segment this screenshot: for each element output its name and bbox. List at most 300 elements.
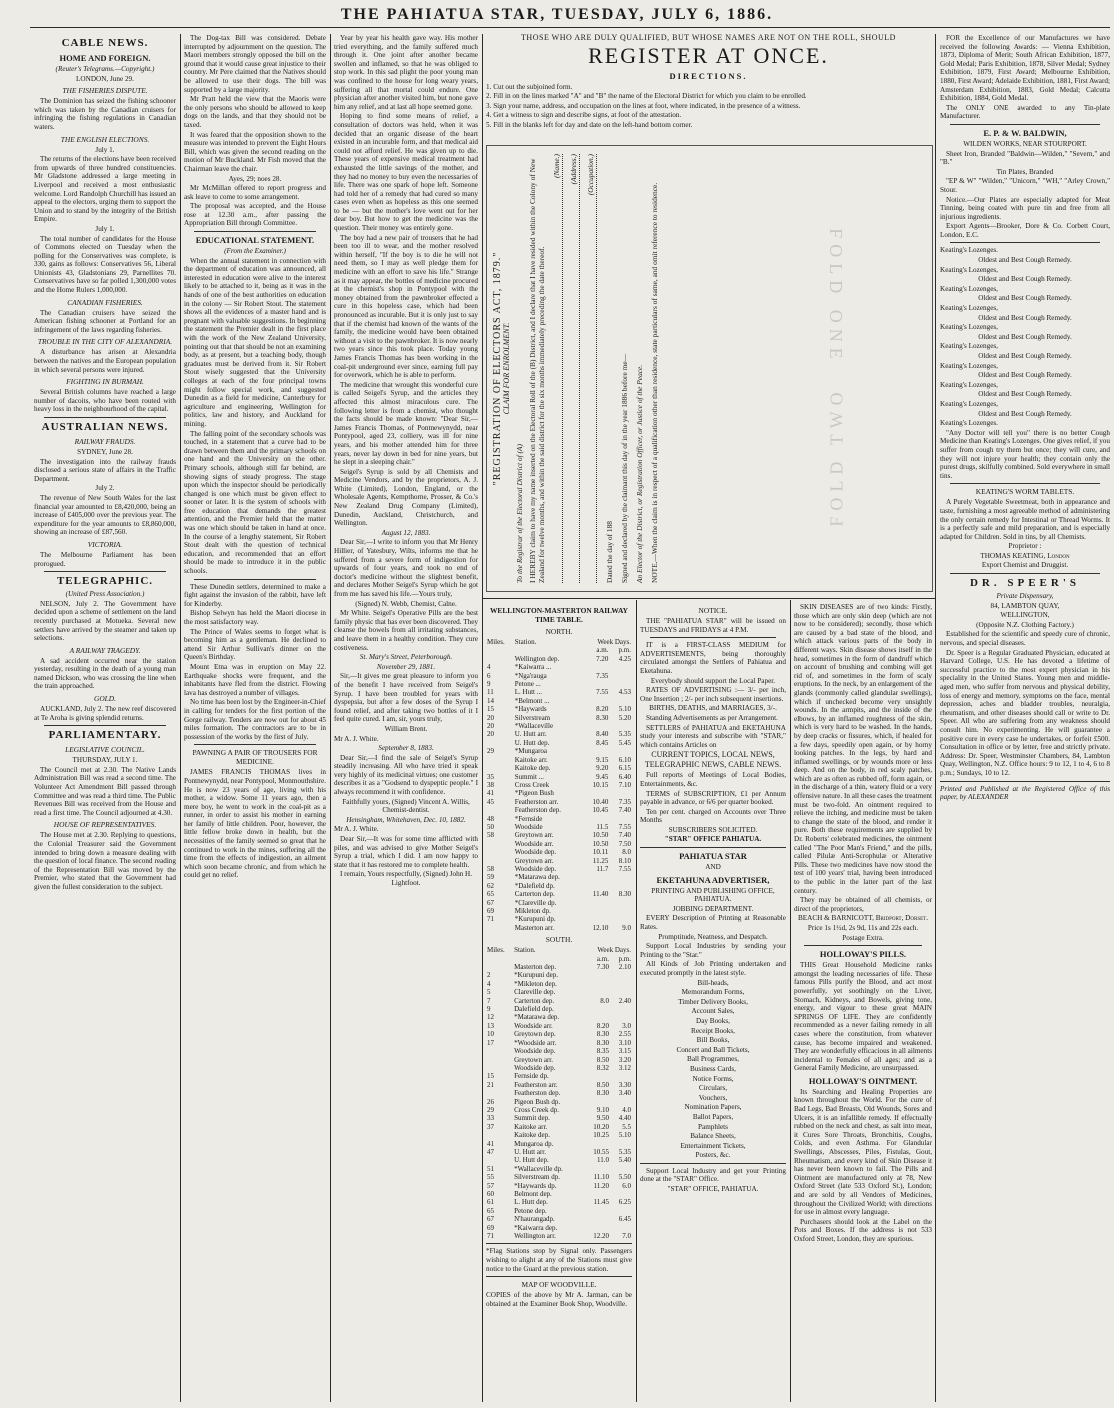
speers-dispensary: Private Dispensary, xyxy=(996,592,1054,601)
row-pm: 3.15 xyxy=(618,1047,631,1056)
row-miles xyxy=(486,848,514,856)
news-item: Mount Etna was in eruption on May 22. Earthquake shocks were frequent, and the inhabitants have fled from the district. Flowing lava has destroyed a number of villages. xyxy=(184,662,326,697)
direction-step: 3. Sign your name, address, and occupation on the lines at foot, where indicated, in the presence of a witness. xyxy=(486,101,801,110)
row-am xyxy=(583,971,610,979)
row-am: 9.10 xyxy=(596,1105,609,1114)
row-station: Belmont dep. xyxy=(514,1190,552,1198)
row-station: *Woodside arr. xyxy=(514,1038,557,1047)
print-subheading: PRINTING AND PUBLISHING OFFICE, PAHIATUA. xyxy=(651,886,775,904)
row-am xyxy=(583,1224,610,1232)
row-miles: 14 xyxy=(487,696,494,705)
row-miles: 2 xyxy=(487,971,491,980)
print-item: Receipt Books, xyxy=(691,1026,735,1035)
row-pm xyxy=(609,722,632,730)
column-rule xyxy=(790,600,791,1402)
timetable-row xyxy=(486,988,632,996)
print-item: Account Sales, xyxy=(691,1007,735,1016)
timetable-row xyxy=(486,714,632,722)
form-to: To the Registrar of the Electoral District of (A) xyxy=(515,444,524,583)
row-station: Mikleton dp. xyxy=(514,907,551,915)
timetable-row xyxy=(486,873,632,881)
row-station: Summit ... xyxy=(514,772,544,781)
row-station: Summit dep. xyxy=(514,1114,550,1123)
row-miles: 7 xyxy=(487,996,491,1005)
timetable-row xyxy=(486,1198,632,1206)
row-station: Petone ... xyxy=(514,680,541,689)
parliamentary-text: The Council met at 2.30. The Native Lands Administration Bill was read a second time. The Volunteer Act Amendment Bill passed through Committee and was read a third time. The Public Revenues Bill was received from the House and read a first time. The Council adjourned at 4.30. xyxy=(34,765,176,817)
speers-city: WELLINGTON, xyxy=(1000,611,1050,620)
row-miles: 62 xyxy=(487,881,494,890)
row-am: 10.25 xyxy=(593,1131,609,1140)
row-pm: 3.40 xyxy=(618,1089,631,1098)
row-station: Featherston arr. xyxy=(514,797,559,806)
timetable-row xyxy=(486,1165,632,1173)
holloway-ointment-text: Its Searching and Healing Properties are known throughout the World. For the cure of Bad Legs, Bad Breasts, Old Wounds, Sores and Ulcers, it is an infallible remedy. If effectually rubbed on the neck and chest, as salt into meat, it Cures Sore Throats, Bronchitis, Coughs, Colds, and even Asthma. For Glandular Swellings, Abscesses, Piles, Fistulas, Gout, Rheumatism, and every kind of Skin Disease it has never been known to fail. The Pills and Ointment are manufactured only at 78, New Oxford Street (late 533 Oxford St.), London; and are sold by all Vendors of Medicines, throughout the Civilized World; with directions for use in almost every language. xyxy=(794,1087,932,1217)
notice-terms: TERMS of SUBSCRIPTION, £1 per Annum payable in advance, or 6/6 per quarter booked. xyxy=(640,789,786,807)
row-pm xyxy=(610,1140,632,1148)
row-miles xyxy=(486,924,514,932)
row-pm xyxy=(610,971,632,979)
row-miles xyxy=(486,1064,513,1072)
print-item: Nomination Papers, xyxy=(684,1103,742,1112)
separator xyxy=(194,744,316,745)
timetable-row xyxy=(486,1056,632,1064)
letter-text: Dear Sir,—I write to inform you that Mr Henry Hillier, of Yatesbury, Wilts, informs me that he suffered from a severe form of indigestion for upwards of four years, and took no end of doctor's medicine without the slightest benefit, and declares Mother Seigel's Syrup which he got from me has saved his life.—Yours truly, xyxy=(334,538,478,598)
row-am: 11.0 xyxy=(596,1156,609,1165)
timetable-row xyxy=(486,1089,632,1097)
baldwin-notice: Notice.—Our Plates are especially adapted for Meat Tinning, being coated with pure tin and free from all injurious ingredients. xyxy=(940,195,1110,221)
row-am: 11.7 xyxy=(596,864,609,873)
white-address: Mr A. J. White. xyxy=(334,734,379,743)
row-miles: 47 xyxy=(487,1147,494,1156)
fold-two-mark: FOLD TWO xyxy=(826,386,847,527)
map-text: COPIES of the above by Mr A. Jarman, can be obtained at the Examiner Book Shop, Woodville. xyxy=(486,1291,632,1308)
timetable-row xyxy=(486,1224,632,1232)
row-pm xyxy=(610,1072,632,1080)
row-miles: 9 xyxy=(487,1005,491,1014)
timetable-row xyxy=(486,1232,632,1240)
row-am: 7.20 xyxy=(596,654,609,663)
proprietor-sub: Export Chemist and Druggist. xyxy=(981,561,1069,570)
print-item: Timber Delivery Books, xyxy=(678,997,748,1006)
row-am xyxy=(583,1165,610,1173)
timetable-row xyxy=(486,1182,632,1190)
row-am: 10.40 xyxy=(592,797,609,806)
row-am: 8.50 xyxy=(596,1055,609,1064)
row-station: Woodside dep. xyxy=(514,1047,556,1056)
timetable-row xyxy=(486,1215,632,1223)
row-miles: 20 xyxy=(487,722,494,731)
row-miles xyxy=(486,1131,513,1139)
timetable-row xyxy=(486,747,632,755)
imprint: Printed and Published at the Registered Office of this paper, by ALEXANDER xyxy=(940,784,1110,802)
baldwin-tin: Tin Plates, Branded xyxy=(996,167,1054,176)
mcmillan-text: Mr McMillan offered to report progress and ask leave to come to some arrangement. xyxy=(184,184,326,201)
legislative-council-heading: LEGISLATIVE COUNCIL. xyxy=(65,745,145,755)
white-place: St. Mary's Street, Peterborough. xyxy=(359,653,453,662)
row-am xyxy=(582,873,610,881)
alexandria-heading: TROUBLE IN THE CITY OF ALEXANDRIA. xyxy=(37,337,173,347)
row-miles: 61 xyxy=(487,1198,494,1207)
direction-step: 2. Fill in on the lines marked "A" and "B" the name of the Electoral District for which you claim to be enrolled. xyxy=(486,92,807,101)
column-seigel-syrup xyxy=(334,34,478,1402)
separator xyxy=(950,573,1100,574)
row-miles: 6 xyxy=(487,671,491,680)
row-pm: 6.10 xyxy=(618,755,631,764)
keating-line: Oldest and Best Cough Remedy. xyxy=(978,332,1072,341)
row-miles xyxy=(486,963,513,971)
row-pm: 7.10 xyxy=(618,780,631,789)
row-station: Cross Creek xyxy=(514,780,550,789)
notice-topics: CURRENT TOPICS, LOCAL NEWS, TELEGRAPHIC NEWS, CABLE NEWS. xyxy=(644,750,782,770)
row-station: Kaitoke dep. xyxy=(514,764,551,773)
timetable-row xyxy=(486,1005,632,1013)
form-dated: Dated the day of 188 xyxy=(605,521,614,583)
skin-proprietor: BEACH & BARNICOTT, Bridport, Dorset. xyxy=(797,914,929,923)
row-miles: 29 xyxy=(487,1105,494,1114)
speers-address: 84, LAMBTON QUAY, xyxy=(990,601,1060,610)
form-name-line[interactable] xyxy=(552,154,563,583)
row-am: 10.11 xyxy=(592,848,609,857)
row-am xyxy=(583,1190,610,1198)
separator xyxy=(194,579,316,580)
australian-date: July 2. xyxy=(95,484,115,493)
notice-accounts: Ten per cent. charged on Accounts over Three Months xyxy=(640,807,786,825)
keating-line: Oldest and Best Cough Remedy. xyxy=(978,294,1072,303)
story-text: The boy had a new pair of trousers that he had been too ill to wear, and the mother resolved within herself, "If the boy is to die he will not need them, so I may as well pledge them for medicine with an effort to save his life." Strange as it may appear, the bottles of medicine procured at the chemist's shop in Pontypool with the money obtained from the pawnbroker effected a cure in this hopeless case, which had been pronounced as incurable. But it is only just to say that if the chemist had known of the wants of the family, the medicine would have been obtained without a visit to the pawnbroker. It is now nearly two years since this took place. Today young James Francis Thomas has been working in the coal-pit underground ever since, earning full pay for overwork, which he is able to perform. xyxy=(334,233,478,380)
row-pm xyxy=(609,899,632,907)
print-item: Ballot Papers, xyxy=(692,1112,734,1121)
row-miles xyxy=(486,739,514,747)
row-station: Kaitoke arr. xyxy=(514,755,548,764)
timetable-row xyxy=(486,915,632,923)
timetable-row xyxy=(486,1123,632,1131)
row-pm: 4.53 xyxy=(618,688,631,697)
alexandria-text: A disturbance has arisen at Alexandria between the natives and the European population in which several persons were injured. xyxy=(34,348,176,374)
row-station: Pigeon Bush dp. xyxy=(514,1097,561,1106)
row-miles: 48 xyxy=(487,814,494,823)
column-rule xyxy=(180,34,181,1402)
separator xyxy=(44,571,166,572)
piles-signature: I remain, Yours respectfully, (Signed) John H. Lightfoot. xyxy=(339,870,473,887)
fisheries-text: The Dominion has seized the fishing schooner which was taken by the Canadian cruisers for infringing the fishing regulations in Canadian waters. xyxy=(34,97,176,131)
row-station: Greytown arr. xyxy=(514,831,554,840)
row-miles: 55 xyxy=(487,1173,494,1182)
cable-heading: CABLE NEWS. xyxy=(61,37,149,49)
division-text: Ayes, 29; noes 28. xyxy=(228,174,282,183)
separator xyxy=(950,124,1100,125)
row-pm: 8.0 xyxy=(622,848,631,857)
timetable-row xyxy=(486,1156,632,1164)
row-pm: 3.30 xyxy=(618,1080,631,1089)
timetable-row xyxy=(486,1207,632,1215)
row-am xyxy=(583,988,610,996)
row-am: 9.15 xyxy=(596,755,609,764)
south-heading: SOUTH. xyxy=(545,935,573,945)
register-title: REGISTER AT ONCE. xyxy=(588,42,829,68)
story-text: Seigel's Syrup is sold by all Chemists and Medicine Vendors, and by the proprietors, A. J. White (Limited), London, England, or the Wholesale Agents, Kempthorne, Prosser, & Co.'s New Zealand Drug Company (Limited), Dunedin, Auckland, Christchurch, and Wellington. xyxy=(334,467,478,528)
print-item: Pamphlets xyxy=(698,1122,728,1131)
white-text: Mr White. Seigel's Operative Pills are the best family physic that has ever been discovered. They cleanse the bowels from all irritating substances, and leave them in a healthy condition. They cure costiveness. xyxy=(334,609,478,652)
row-station: *Clareville dp. xyxy=(514,898,557,907)
holloway-note: Purchasers should look at the Label on the Pots and Boxes. If the address is not 533 Oxford Street, London, they are spurious. xyxy=(794,1217,932,1243)
row-pm: 5.5 xyxy=(622,1122,631,1131)
north-heading: NORTH. xyxy=(545,627,573,636)
timetable-row xyxy=(486,789,632,797)
column-rule xyxy=(330,34,331,1402)
enrolment-form xyxy=(486,145,933,592)
row-pm xyxy=(609,907,632,915)
row-station: L. Hutt ... xyxy=(514,688,542,697)
row-pm: 3.0 xyxy=(622,1021,631,1030)
piles-text: Dear Sir,—It was for some time afflicted with piles, and was advised to give Mother Seigel's Syrup a trial, which I did. I am now happy to state that it has restored me to complete health. xyxy=(334,835,478,869)
header-weekdays: Week Days. xyxy=(597,638,631,646)
timetable-row xyxy=(486,848,632,856)
australian-heading: AUSTRALIAN NEWS. xyxy=(41,421,169,433)
column-railway xyxy=(486,603,632,1402)
row-station: Wellington dep. xyxy=(514,654,560,663)
timetable-row xyxy=(486,672,632,680)
keating-line: Oldest and Best Cough Remedy. xyxy=(978,352,1072,360)
parliamentary-heading: PARLIAMENTARY. xyxy=(48,729,162,742)
print-item: Memorandum Forms, xyxy=(681,988,745,997)
timetable-ampm xyxy=(486,955,632,963)
row-station: *Kurupuni dp. xyxy=(514,915,556,924)
header-station: Station. xyxy=(514,946,536,955)
am-label: a.m. xyxy=(596,646,609,655)
column-advertisements xyxy=(940,34,1110,1402)
print-item: Day Books, xyxy=(696,1016,730,1025)
column-notice xyxy=(640,603,786,1402)
row-am xyxy=(582,722,610,730)
cable-place: LONDON, June 29. xyxy=(76,74,134,83)
form-occupation-line[interactable] xyxy=(586,154,597,583)
row-am: 10.45 xyxy=(592,806,609,815)
september-signature: Faithfully yours, (Signed) Vincent A. Willis, Chemist-dentist. xyxy=(342,797,470,815)
print-item: Posters, &c. xyxy=(695,1151,731,1160)
print-item: Entertainment Tickets, xyxy=(680,1141,746,1150)
elections-text: The returns of the elections have been received from upwards of three hundred constituencies. Mr Gladstone addressed a large meeting in Liverpool and received a most enthusiastic welcome. Lord Randolph Churchill has issued an appeal to the electors, urging them to support the Union and to stand by the integrity of the British Empire. xyxy=(34,155,176,224)
row-am xyxy=(583,1005,610,1013)
row-pm: 2.40 xyxy=(618,996,631,1005)
row-miles: 67 xyxy=(487,1215,494,1224)
row-am: 12.20 xyxy=(593,1232,609,1241)
tragedy-heading: A RAILWAY TRAGEDY. xyxy=(69,645,141,655)
speers-heading: DR. SPEER'S xyxy=(969,577,1081,590)
row-miles: 45 xyxy=(487,797,494,806)
row-pm: 7.55 xyxy=(618,864,631,873)
keating-line: Oldest and Best Cough Remedy. xyxy=(978,275,1072,284)
dogtax-text: The Dog-tax Bill was considered. Debate interrupted by adjournment on the question. The Maori members strongly opposed the bill on the ground that it would cause great injustice to their country. Mr Pere claimed that the Natives should be allowed to use their dogs. The bill was supported by a large majority. xyxy=(184,34,326,94)
timetable-row xyxy=(486,1148,632,1156)
row-pm: 4.25 xyxy=(618,654,631,663)
representatives-heading: HOUSE OF REPRESENTATIVES. xyxy=(53,820,157,830)
educational-credit: (From the Examiner.) xyxy=(224,247,286,256)
separator xyxy=(486,1243,632,1244)
timetable-row xyxy=(486,857,632,865)
row-am: 11.10 xyxy=(593,1173,609,1182)
september-text: Dear Sir,—I find the sale of Seigel's Syrup steadily increasing. All who have tried it speak very highly of its medicinal virtues; one customer describes it as a "Godsend to dyspeptic people." I always recommend it with confidence. xyxy=(334,753,478,797)
row-am: 10.15 xyxy=(592,780,609,789)
print-items-list xyxy=(640,979,786,1160)
column-rule xyxy=(636,600,637,1402)
row-am: 9.45 xyxy=(596,772,609,781)
row-am: 8.20 xyxy=(596,1021,609,1030)
story-text: Hoping to find some means of relief, a consultation of doctors was held, when it was decided that an organic disease of the heart existed in an incurable form, and that medical aid could not afford relief. He was given up to die. These years of expensive medical treatment had exhausted the little savings of the mother, and they had no money to buy even the necessaries of life. There was one spark of hope left. Someone had told her of a remedy that had cured so many cases even when as hopeless as this one seemed to be — but the mother's love went out for her dear boy. But how to get the medicine was the question. Their money was entirely gone. xyxy=(334,112,478,233)
row-am xyxy=(583,1215,610,1223)
row-miles xyxy=(486,806,514,814)
row-miles: 59 xyxy=(487,873,494,882)
row-miles: 67 xyxy=(487,898,494,907)
row-am: 9.20 xyxy=(596,764,609,773)
row-am: 10.20 xyxy=(593,1122,609,1131)
row-am xyxy=(583,980,610,988)
row-miles: 65 xyxy=(487,1206,494,1215)
victoria-heading: VICTORIA. xyxy=(87,539,123,549)
row-pm: 5.10 xyxy=(618,705,631,714)
row-am xyxy=(582,915,610,923)
every-description: EVERY Description of Printing at Reasonable Rates. xyxy=(640,914,786,932)
row-station: *Matarawa dep. xyxy=(514,873,560,882)
keating-line: Keating's Lozenges, xyxy=(940,265,998,274)
keating-line: Keating's Lozenges, xyxy=(940,399,998,408)
keating-line: Keating's Lozenges, xyxy=(940,342,998,351)
keating-line: Oldest and Best Cough Remedy. xyxy=(978,371,1072,380)
jobbing-heading: JOBBING DEPARTMENT. xyxy=(672,904,754,913)
print-heading-2: EKETAHUNA ADVERTISER, xyxy=(656,874,770,885)
speers-opposite: (Opposite N.Z. Clothing Factory.) xyxy=(976,620,1074,629)
timetable-row xyxy=(486,1039,632,1047)
row-pm: 3.12 xyxy=(618,1063,631,1072)
row-station: *Matarawa dep. xyxy=(514,1013,560,1022)
row-station: Featherston dep. xyxy=(514,1089,561,1098)
row-miles: 20 xyxy=(487,713,494,722)
fisheries-heading: THE FISHERIES DISPUTE. xyxy=(62,86,148,96)
holloway-pills-text: THIS Great Household Medicine ranks amongst the leading necessaries of life. These famous Pills purify the Blood, and act most powerfully, yet soothingly on the Liver, Stomach, Kidneys, and Bowels, giving tone, energy, and vigour to these great MAIN SPRINGS OF LIFE. They are confidently recommended as a never failing remedy in all cases where the constitution, from whatever cause, has become impaired and weakened. They are wonderfully efficacious in all ailments incidental to Females of all ages; and as a General Family Medicine, are unsurpassed. xyxy=(794,961,932,1073)
timetable-row xyxy=(486,806,632,814)
row-am: 8.35 xyxy=(596,1047,609,1056)
news-item: Bishop Selwyn has held the Maori diocese in the most satisfactory way. xyxy=(184,609,326,626)
print-item: Business Cards, xyxy=(690,1064,736,1073)
timetable-row xyxy=(486,1047,632,1055)
row-am: 11.45 xyxy=(593,1198,609,1207)
timetable-row xyxy=(486,688,632,696)
row-miles: 5 xyxy=(487,988,491,997)
elections-heading: THE ENGLISH ELECTIONS. xyxy=(60,134,150,144)
row-am: 12.10 xyxy=(592,923,609,932)
holloway-ointment-heading: HOLLOWAY'S OINTMENT. xyxy=(808,1075,918,1086)
row-station: *Belmont ... xyxy=(514,696,550,705)
print-item: Bill-heads, xyxy=(697,978,729,987)
elections-text-2: The total number of candidates for the House of Commons elected on Tuesday when the polling for the Conservatives was complete, is 330, gains as follows: Conservatives 56, Liberal Unionists 43, Gladstonians 29, Parnellites 70. Conservatives have so far polled 1,300,000 votes and the Home Rulers 1,000,000. xyxy=(34,234,176,295)
row-am: 7.30 xyxy=(596,963,609,972)
cable-subheading: HOME AND FOREIGN. xyxy=(59,53,151,63)
row-pm: 7.50 xyxy=(618,839,631,848)
form-note: NOTE.—When the claim is in respect of a qualification other than residence, state particulars of same, and omit reference to residence. xyxy=(650,182,659,583)
row-station: *Wallaceville xyxy=(514,722,554,731)
row-miles: 20 xyxy=(487,730,494,739)
south-timetable xyxy=(486,946,632,1240)
row-pm: 6.25 xyxy=(618,1198,631,1207)
row-am xyxy=(582,815,610,823)
all-kinds: All Kinds of Job Printing undertaken and executed promptly in the latest style. xyxy=(640,960,786,977)
row-am: 11.20 xyxy=(593,1181,609,1190)
holloway-pills-heading: HOLLOWAY'S PILLS. xyxy=(819,949,907,960)
print-and: AND xyxy=(705,863,721,872)
educational-heading: EDUCATIONAL STATEMENT. xyxy=(195,235,315,246)
row-miles xyxy=(486,764,514,772)
row-am xyxy=(583,1013,610,1021)
row-am xyxy=(582,663,610,671)
timetable-row xyxy=(486,971,632,979)
row-miles xyxy=(486,1047,513,1055)
form-address-line[interactable] xyxy=(569,154,580,583)
skin-postage: Postage Extra. xyxy=(842,933,884,942)
separator xyxy=(44,725,166,726)
keating-line: Keating's Lozenges, xyxy=(940,361,998,370)
keating-line: Oldest and Best Cough Remedy. xyxy=(978,390,1072,399)
row-pm xyxy=(609,915,632,923)
timetable-row xyxy=(486,823,632,831)
footer-support: Support Local Industry and get your Printing done at the "STAR" Office. xyxy=(640,1166,786,1184)
timetable-row xyxy=(486,831,632,839)
row-am: 8.30 xyxy=(596,1089,609,1098)
directions-heading: DIRECTIONS. xyxy=(669,70,748,81)
keating-line: Oldest and Best Cough Remedy. xyxy=(978,256,1072,265)
row-miles: 35 xyxy=(487,772,494,781)
row-station: Dalefield dep. xyxy=(514,1005,554,1014)
row-am: 8.30 xyxy=(596,1030,609,1039)
row-pm: 6.0 xyxy=(622,1181,631,1190)
timetable-row xyxy=(486,1114,632,1122)
print-item: Notice Forms, xyxy=(692,1074,734,1083)
row-miles: 4 xyxy=(487,663,491,672)
baldwin-heading: E. P. & W. BALDWIN, xyxy=(983,127,1067,138)
row-pm xyxy=(610,1098,632,1106)
row-miles: 51 xyxy=(487,1164,494,1173)
row-station: Silverstream dp. xyxy=(514,1173,560,1182)
elections-date: July 1. xyxy=(95,145,115,154)
row-station: Featherston dep. xyxy=(514,806,562,815)
separator xyxy=(640,1163,786,1164)
row-station: Greytown arr. xyxy=(514,856,554,865)
form-declaration: I HEREBY claim to have my name inserted on the Electoral Roll of the (B) District, and I declare that I have resided within the Colony of New Zealand for twelve months, and within the said district for the six months immediately preceding the date thereof. xyxy=(528,158,546,583)
separator xyxy=(950,242,1100,243)
separator xyxy=(950,483,1100,484)
notice-office: "STAR" OFFICE PAHIATUA. xyxy=(664,835,762,844)
form-address-label: (Address.) xyxy=(569,154,578,185)
row-am xyxy=(583,1098,610,1106)
form-name-label: (Name.) xyxy=(552,154,561,179)
row-station: *Pigeon Bush xyxy=(514,789,554,798)
timetable-row xyxy=(486,899,632,907)
column-parliament-education xyxy=(184,34,326,1402)
educational-text-2: The falling point of the secondary schools was touched, in a statement that a curve had to be drawn between them and the primary schools on one hand and the University on the other. Primary schools, although still far behind, are showing signs of steady progress. The stage upon which the inspector should be periodically changed is one which must be given effect to sooner or later. It is the system of schools with free education that demands the greatest attention, and the Premier held that the matter was one which should be taken in hand at once. In the course of a lengthy statement, Sir Robert Stout dealt with the question of technical education, and recommended that an effort should be made to introduce it in the public schools. xyxy=(184,429,326,576)
row-station: L. Hutt dep. xyxy=(514,1198,548,1207)
row-station: Woodside arr. xyxy=(514,1021,553,1030)
news-item: The Prince of Wales seems to forget what is becoming him as a gentleman. He declined to attend Sir Arthur Sullivan's dinner on the Queen's Birthday. xyxy=(184,627,326,662)
keating-list xyxy=(940,246,1110,427)
timetable-row xyxy=(486,1030,632,1038)
row-pm: 7.40 xyxy=(618,831,631,840)
row-am xyxy=(582,789,610,797)
letter-signature: (Signed) N. Webb, Chemist, Calne. xyxy=(355,599,457,608)
row-am: 8.30 xyxy=(596,1038,609,1047)
timetable-row xyxy=(486,655,632,663)
row-station: Masterton arr. xyxy=(514,923,555,932)
timetable-row xyxy=(486,781,632,789)
row-station: Silverstream xyxy=(514,713,551,722)
